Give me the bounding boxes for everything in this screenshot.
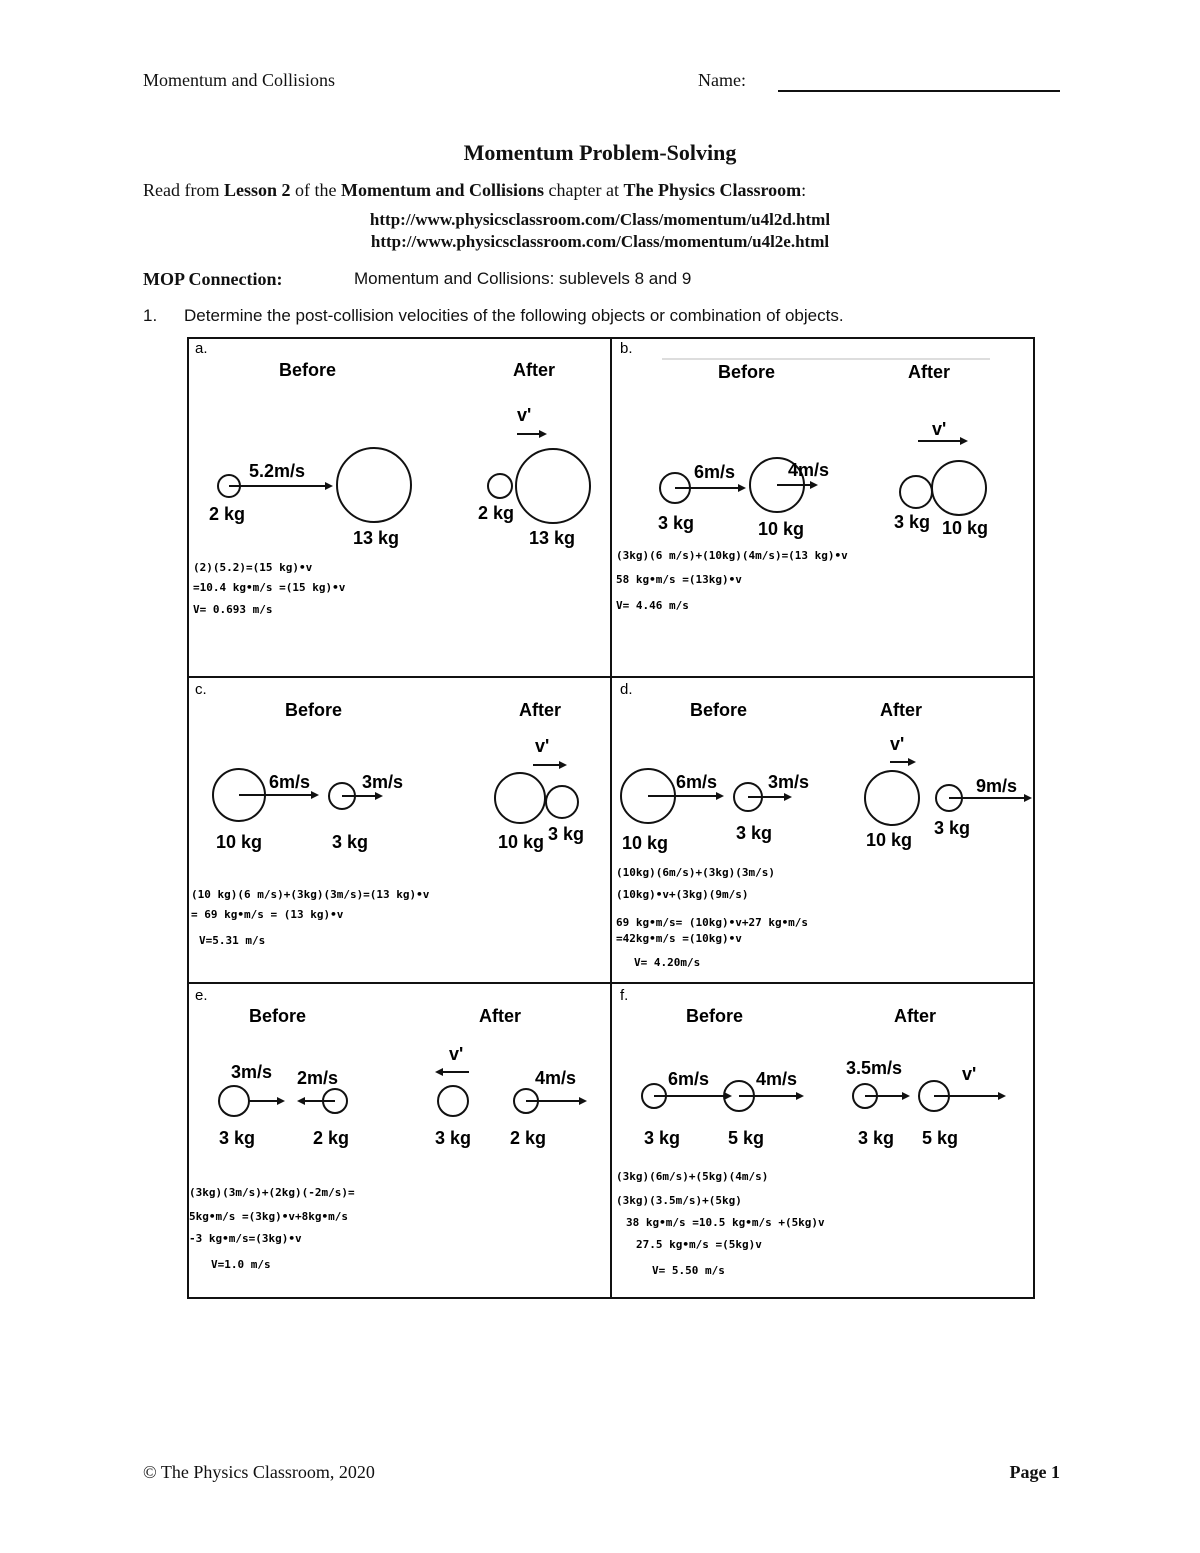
problem-e-arrowhead-vprime: [435, 1068, 443, 1076]
problem-e-before: Before: [249, 1006, 307, 1026]
problem-a-m2: 13 kg: [353, 528, 400, 548]
problem-d-after-v2: 9m/s: [976, 776, 1018, 796]
problem-d-m1: 10 kg: [622, 833, 669, 853]
problem-b-m1: 3 kg: [658, 513, 695, 533]
problem-d-work-5: V= 4.20m/s: [634, 956, 701, 969]
problem-d-v2: 3m/s: [768, 772, 810, 792]
problem-d-work-3: 69 kg•m/s= (10kg)•v+27 kg•m/s: [616, 916, 809, 929]
problem-b-arrowhead-v2: [810, 481, 818, 489]
problem-a: [187, 337, 610, 676]
problem-e-work-2: 5kg•m/s =(3kg)•v+8kg•m/s: [189, 1210, 348, 1223]
problem-a-arrowhead-v1: [325, 482, 333, 490]
problem-a-work-2: =10.4 kg•m/s =(15 kg)•v: [193, 581, 346, 594]
problem-b-arrowhead-v1: [738, 484, 746, 492]
problem-b-m2: 10 kg: [758, 519, 805, 539]
problem-d-after-ball-10kg: [865, 771, 919, 825]
problem-c-v1: 6m/s: [269, 772, 311, 792]
problem-d-letter: d.: [620, 681, 633, 698]
problem-b-v1: 6m/s: [694, 462, 736, 482]
problem-e-ball-3kg: [219, 1086, 249, 1116]
problem-a-after-m2: 13 kg: [529, 528, 576, 548]
problem-a-work-3: V= 0.693 m/s: [193, 603, 273, 616]
problem-f-work-3: 38 kg•m/s =10.5 kg•m/s +(5kg)v: [626, 1216, 825, 1229]
mop-label: MOP Connection:: [143, 269, 283, 289]
problem-f-arrowhead-after-v1: [902, 1092, 910, 1100]
problem-d-work-4: =42kg•m/s =(10kg)•v: [616, 932, 742, 945]
problem-b-before: Before: [718, 362, 776, 382]
problem-b-work-2: 58 kg•m/s =(13kg)•v: [616, 573, 742, 586]
name-line[interactable]: [778, 90, 1060, 92]
problem-d: [612, 678, 1035, 982]
problem-c-letter: c.: [195, 681, 207, 698]
problem-d-vprime: v': [890, 734, 905, 754]
problem-f-after-m2: 5 kg: [922, 1128, 959, 1148]
problem-d-arrowhead-v1: [716, 792, 724, 800]
problem-a-arrowhead-vprime: [539, 430, 547, 438]
problem-f-after: After: [894, 1006, 937, 1026]
problem-e-after-m1: 3 kg: [435, 1128, 472, 1148]
problem-c-after-ball-3kg: [546, 786, 578, 818]
problem-e-work-1: (3kg)(3m/s)+(2kg)(-2m/s)=: [189, 1186, 355, 1199]
problem-b-work-3: V= 4.46 m/s: [616, 599, 689, 612]
problem-a-vprime: v': [517, 405, 532, 425]
problem-b-work-1: (3kg)(6 m/s)+(10kg)(4m/s)=(13 kg)•v: [616, 549, 848, 562]
problem-f-work-4: 27.5 kg•m/s =(5kg)v: [636, 1238, 762, 1251]
problem-b-arrowhead-vprime: [960, 437, 968, 445]
problem-e-work-3: -3 kg•m/s=(3kg)•v: [189, 1232, 302, 1245]
problem-e-m1: 3 kg: [219, 1128, 256, 1148]
problem-c-work-3: V=5.31 m/s: [199, 934, 266, 947]
lesson-link-1[interactable]: http://www.physicsclassroom.com/Class/momentum/u4l2d.html: [369, 210, 831, 229]
problem-c-diagram: [187, 678, 610, 982]
problem-b-after: After: [908, 362, 951, 382]
problem-f-v1: 6m/s: [668, 1069, 710, 1089]
problem-e-letter: e.: [195, 987, 208, 1004]
problem-f-work-5: V= 5.50 m/s: [652, 1264, 725, 1277]
problem-c-work-1: (10 kg)(6 m/s)+(3kg)(3m/s)=(13 kg)•v: [191, 888, 430, 901]
problem-a-after: After: [513, 360, 556, 380]
problem-c-after-m2: 3 kg: [548, 824, 585, 844]
problem-e-arrowhead-v2: [297, 1097, 305, 1105]
problem-b-diagram: [612, 337, 1035, 676]
footer-page-number: Page 1: [1009, 1462, 1060, 1482]
problem-b-after-ball-3kg: [900, 476, 932, 508]
problem-d-before: Before: [690, 700, 748, 720]
question-number: 1.: [143, 306, 158, 325]
problem-e-arrowhead-after-v2: [579, 1097, 587, 1105]
problem-d-v1: 6m/s: [676, 772, 718, 792]
problem-e-m2: 2 kg: [313, 1128, 350, 1148]
problem-f-vprime: v': [962, 1064, 977, 1084]
name-label: Name:: [698, 70, 746, 90]
problem-f-m1: 3 kg: [644, 1128, 681, 1148]
problem-a-m1: 2 kg: [209, 504, 246, 524]
problem-d-work-1: (10kg)(6m/s)+(3kg)(3m/s): [616, 866, 775, 879]
problem-d-after-m1: 10 kg: [866, 830, 913, 850]
problem-a-letter: a.: [195, 340, 208, 357]
problem-f-letter: f.: [620, 987, 629, 1004]
problem-b-letter: b.: [620, 340, 633, 357]
problem-e-after: After: [479, 1006, 522, 1026]
problem-a-ball-13kg: [337, 448, 411, 522]
problem-b: [612, 337, 1035, 676]
problem-a-work-1: (2)(5.2)=(15 kg)•v: [193, 561, 313, 574]
problem-e-after-m2: 2 kg: [510, 1128, 547, 1148]
lesson-link-2[interactable]: http://www.physicsclassroom.com/Class/momentum/u4l2e.html: [370, 232, 830, 251]
problem-a-diagram: [187, 337, 610, 676]
problem-d-after: After: [880, 700, 923, 720]
problem-c-m2: 3 kg: [332, 832, 369, 852]
problem-f-arrowhead-v2: [796, 1092, 804, 1100]
page-title: Momentum Problem-Solving: [463, 140, 737, 165]
mop-text: Momentum and Collisions: sublevels 8 and 9: [354, 269, 692, 288]
problem-d-m2: 3 kg: [736, 823, 773, 843]
problem-c: [187, 678, 610, 982]
problem-d-arrowhead-v2: [784, 793, 792, 801]
problem-f-m2: 5 kg: [728, 1128, 765, 1148]
problem-a-after-ball-13kg: [516, 449, 590, 523]
problem-d-after-m2: 3 kg: [934, 818, 971, 838]
problem-a-before: Before: [279, 360, 337, 380]
problem-e: [187, 984, 610, 1299]
question-text: Determine the post-collision velocities of the following objects or combination of objects.: [184, 306, 844, 325]
problem-c-arrowhead-v2: [375, 792, 383, 800]
problem-e-after-v2: 4m/s: [535, 1068, 577, 1088]
problem-c-after-ball-10kg: [495, 773, 545, 823]
problem-e-work-4: V=1.0 m/s: [211, 1258, 271, 1271]
reading-instructions: Read from Lesson 2 of the Momentum and Collisions chapter at The Physics Classroom:: [143, 180, 807, 200]
problem-f-work-2: (3kg)(3.5m/s)+(5kg): [616, 1194, 742, 1207]
problem-c-after: After: [519, 700, 562, 720]
problem-b-after-ball-10kg: [932, 461, 986, 515]
problem-d-arrowhead-vprime: [908, 758, 916, 766]
problem-b-after-m2: 10 kg: [942, 518, 989, 538]
problem-c-vprime: v': [535, 736, 550, 756]
problem-b-after-m1: 3 kg: [894, 512, 931, 532]
problem-e-v1: 3m/s: [231, 1062, 273, 1082]
problem-e-arrowhead-v1: [277, 1097, 285, 1105]
problem-c-v2: 3m/s: [362, 772, 404, 792]
problem-b-vprime: v': [932, 419, 947, 439]
problem-a-after-ball-2kg: [488, 474, 512, 498]
problem-e-after-ball-3kg: [438, 1086, 468, 1116]
problem-c-work-2: = 69 kg•m/s = (13 kg)•v: [191, 908, 344, 921]
problem-a-v1: 5.2m/s: [249, 461, 306, 481]
problem-a-after-m1: 2 kg: [478, 503, 515, 523]
problem-d-diagram: [612, 678, 1035, 982]
problem-f: [612, 984, 1035, 1299]
problem-f-diagram: [612, 984, 1035, 1299]
problem-e-vprime: v': [449, 1044, 464, 1064]
problem-c-m1: 10 kg: [216, 832, 263, 852]
problem-e-diagram: [187, 984, 610, 1299]
problem-c-after-m1: 10 kg: [498, 832, 545, 852]
problem-f-before: Before: [686, 1006, 744, 1026]
problem-f-after-m1: 3 kg: [858, 1128, 895, 1148]
problem-f-after-v1: 3.5m/s: [846, 1058, 903, 1078]
problem-c-arrowhead-vprime: [559, 761, 567, 769]
footer-copyright: © The Physics Classroom, 2020: [143, 1462, 375, 1482]
problem-f-v2: 4m/s: [756, 1069, 798, 1089]
problem-f-arrowhead-vprime: [998, 1092, 1006, 1100]
problem-c-before: Before: [285, 700, 343, 720]
problem-b-v2: 4m/s: [788, 460, 830, 480]
problem-e-v2: 2m/s: [297, 1068, 339, 1088]
problem-c-arrowhead-v1: [311, 791, 319, 799]
header-chapter: Momentum and Collisions: [143, 70, 336, 90]
problem-d-work-2: (10kg)•v+(3kg)(9m/s): [616, 888, 749, 901]
problem-d-arrowhead-after-v2: [1024, 794, 1032, 802]
problem-f-work-1: (3kg)(6m/s)+(5kg)(4m/s): [616, 1170, 769, 1183]
